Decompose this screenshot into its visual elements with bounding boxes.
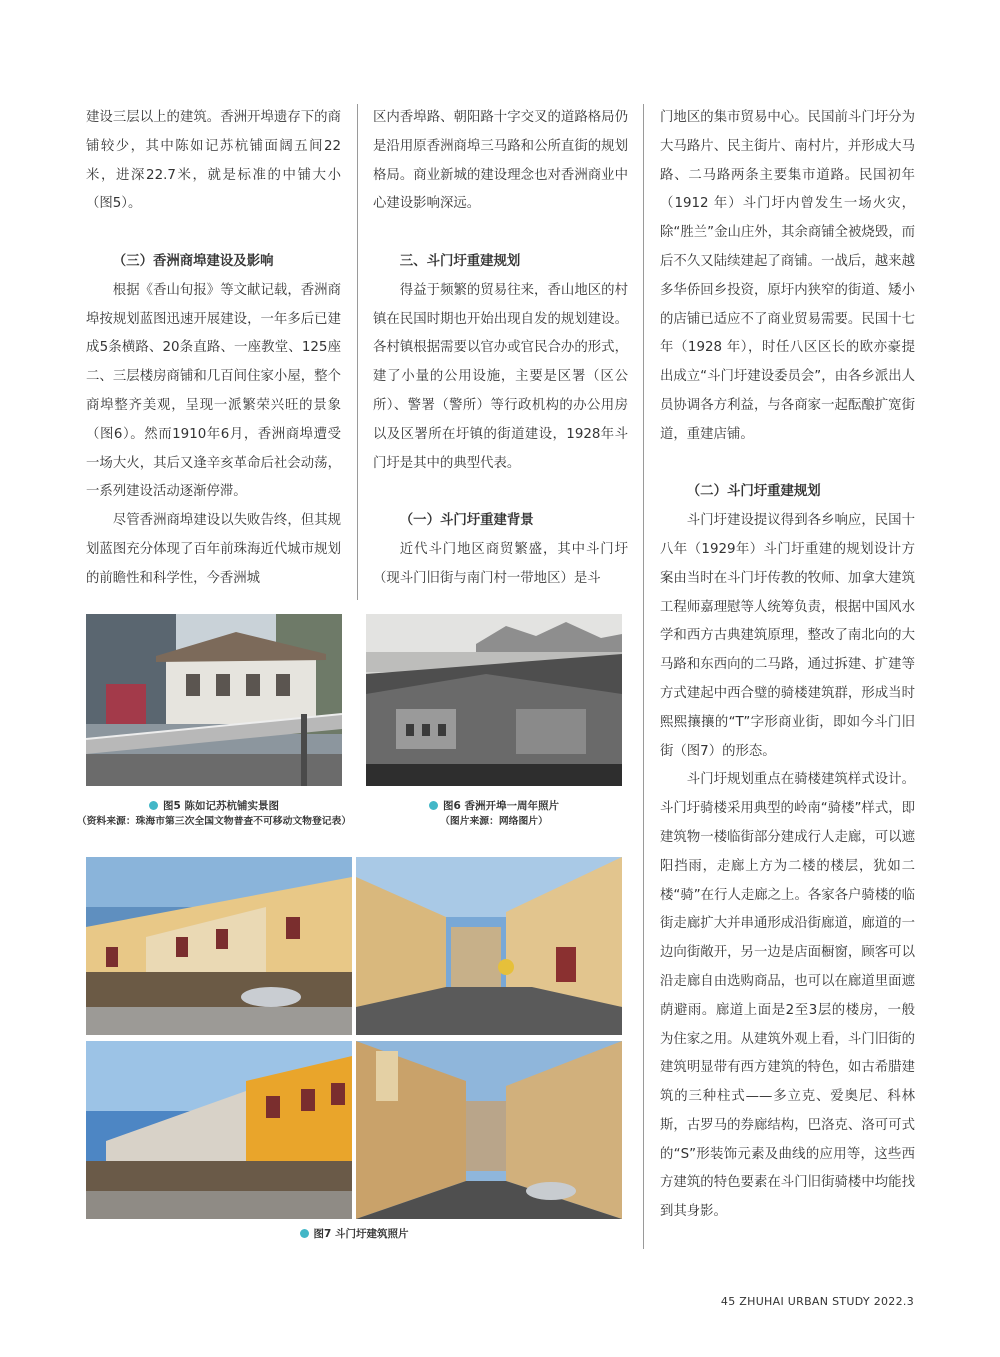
figure-6-caption bbox=[350, 799, 638, 829]
paragraph: 建设三层以上的建筑。香洲开埠遗存下的商铺较少，其中陈如记苏杭铺面阔五间22米，进深22.7米，就是标准的中铺大小（图5）。 bbox=[86, 110, 341, 212]
caption-bullet-icon bbox=[300, 1229, 309, 1238]
figure-5-caption bbox=[70, 799, 358, 829]
section-heading: （三）香洲商埠建设及影响 bbox=[112, 253, 274, 269]
figure-7-photo-3 bbox=[86, 1041, 352, 1219]
figure-6-photo bbox=[366, 614, 622, 786]
section-heading: 三、斗门圩重建规划 bbox=[399, 253, 521, 269]
paragraph: 尽管香洲商埠建设以失败告终，但其规划蓝图充分体现了百年前珠海近代城市规划的前瞻性和科学性，今香洲城 bbox=[86, 513, 341, 586]
figure-7-photo-2 bbox=[356, 857, 622, 1035]
column-rule-left bbox=[357, 104, 358, 600]
caption-bullet-icon bbox=[149, 801, 158, 810]
paragraph: 区内香埠路、朝阳路十字交叉的道路格局仍是沿用原香洲商埠三马路和公所直街的规划格局。商业新城的建设理念也对香洲商业中心建设影响深远。 bbox=[373, 110, 628, 212]
caption-source: （资料来源：珠海市第三次全国文物普查不可移动文物登记表） bbox=[76, 816, 352, 827]
paragraph: 斗门圩规划重点在骑楼建筑样式设计。斗门圩骑楼采用典型的岭南“骑楼”样式，即建筑物一楼临街部分建成行人走廊，可以遮阳挡雨，走廊上方为二楼的楼层，犹如二楼“骑”在行人走廊之上。各家各户骑楼的临街走廊扩大并串通形成沿街廊道，廊道的一边向街敞开，另一边是店面橱窗，顾客可以沿走廊自由选购商品，也可以在廊道里面遮荫避雨。廊道上面是2至3层的楼房，一般为住家之用。从建筑外观上看，斗门旧街的建筑明显带有西方建筑的特色，如古希腊建筑的三种柱式——多立克、爱奥尼、科林斯，古罗马的券廊结构，巴洛克、洛可可式的“S”形装饰元素及曲线的应用等，这些西方建筑的特色要素在斗门旧街骑楼中均能找到其身影。 bbox=[660, 772, 915, 1220]
text-column-3 bbox=[660, 104, 915, 1227]
section-heading: （二）斗门圩重建规划 bbox=[686, 484, 821, 500]
caption-title: 图6 香洲开埠一周年照片 bbox=[443, 800, 559, 812]
paragraph: 近代斗门地区商贸繁盛，其中斗门圩（现斗门旧街与南门村一带地区）是斗 bbox=[373, 541, 628, 586]
figure-7-photo-4 bbox=[356, 1041, 622, 1219]
caption-title: 图5 陈如记苏杭铺实景图 bbox=[163, 800, 279, 812]
text-column-2 bbox=[373, 104, 628, 594]
paragraph: 门地区的集市贸易中心。民国前斗门圩分为大马路片、民主街片、南村片，并形成大马路、二马路两条主要集市道路。民国初年（1912 年）斗门圩内曾发生一场火灾，除“胜兰”金山庄外，其余商铺全被烧毁，而后不久又陆续建起了商铺。一战后，越来越多华侨回乡投资，原圩内狭窄的街道、矮小的店铺已适应不了商业贸易需要。民国十七年（1928 年），时任八区区长的欧亦豪提出成立“斗门圩建设委员会”，由各乡派出人员协调各方利益，与各商家一起酝酿扩宽街道，重建店铺。 bbox=[660, 110, 915, 442]
figure-7-photo-1 bbox=[86, 857, 352, 1035]
page-footer: 45 ZHUHAI URBAN STUDY 2022.3 bbox=[720, 1295, 914, 1308]
paragraph: 根据《香山旬报》等文献记载，香洲商埠按规划蓝图迅速开展建设，一年多后已建成5条横路、20条直路、一座教堂、125座二、三层楼房商铺和几百间住家小屋，整个商埠整齐美观，呈现一派繁荣兴旺的景象（图6）。然而1910年6月，香洲商埠遭受一场大火，其后又逢辛亥革命后社会动荡，一系列建设活动逐渐停滞。 bbox=[86, 282, 341, 500]
figure-5-photo bbox=[86, 614, 342, 786]
paragraph: 得益于频繁的贸易往来，香山地区的村镇在民国时期也开始出现自发的规划建设。各村镇根据需要以官办或官民合办的形式，建了小量的公用设施，主要是区署（区公所）、警署（警所）等行政机构的办公用房以及区署所在圩镇的街道建设，1928年斗门圩是其中的典型代表。 bbox=[373, 282, 628, 471]
text-column-1 bbox=[86, 104, 341, 594]
paragraph: 斗门圩建设提议得到各乡响应，民国十八年（1929年）斗门圩重建的规划设计方案由当时在斗门圩传教的牧师、加拿大建筑工程师嘉理慰等人统筹负责，根据中国风水学和西方古典建筑原理，整改了南北向的大马路和东西向的二马路，通过拆建、扩建等方式建起中西合璧的骑楼建筑群，形成当时熙熙攘攘的“T”字形商业街，即如今斗门旧街（图7）的形态。 bbox=[660, 513, 915, 759]
caption-bullet-icon bbox=[429, 801, 438, 810]
caption-title: 图7 斗门圩建筑照片 bbox=[313, 1228, 409, 1240]
caption-source: （图片来源：网络图片） bbox=[440, 816, 548, 827]
column-rule-right bbox=[643, 104, 644, 1249]
section-heading: （一）斗门圩重建背景 bbox=[399, 513, 534, 529]
figure-7-caption bbox=[254, 1227, 454, 1242]
